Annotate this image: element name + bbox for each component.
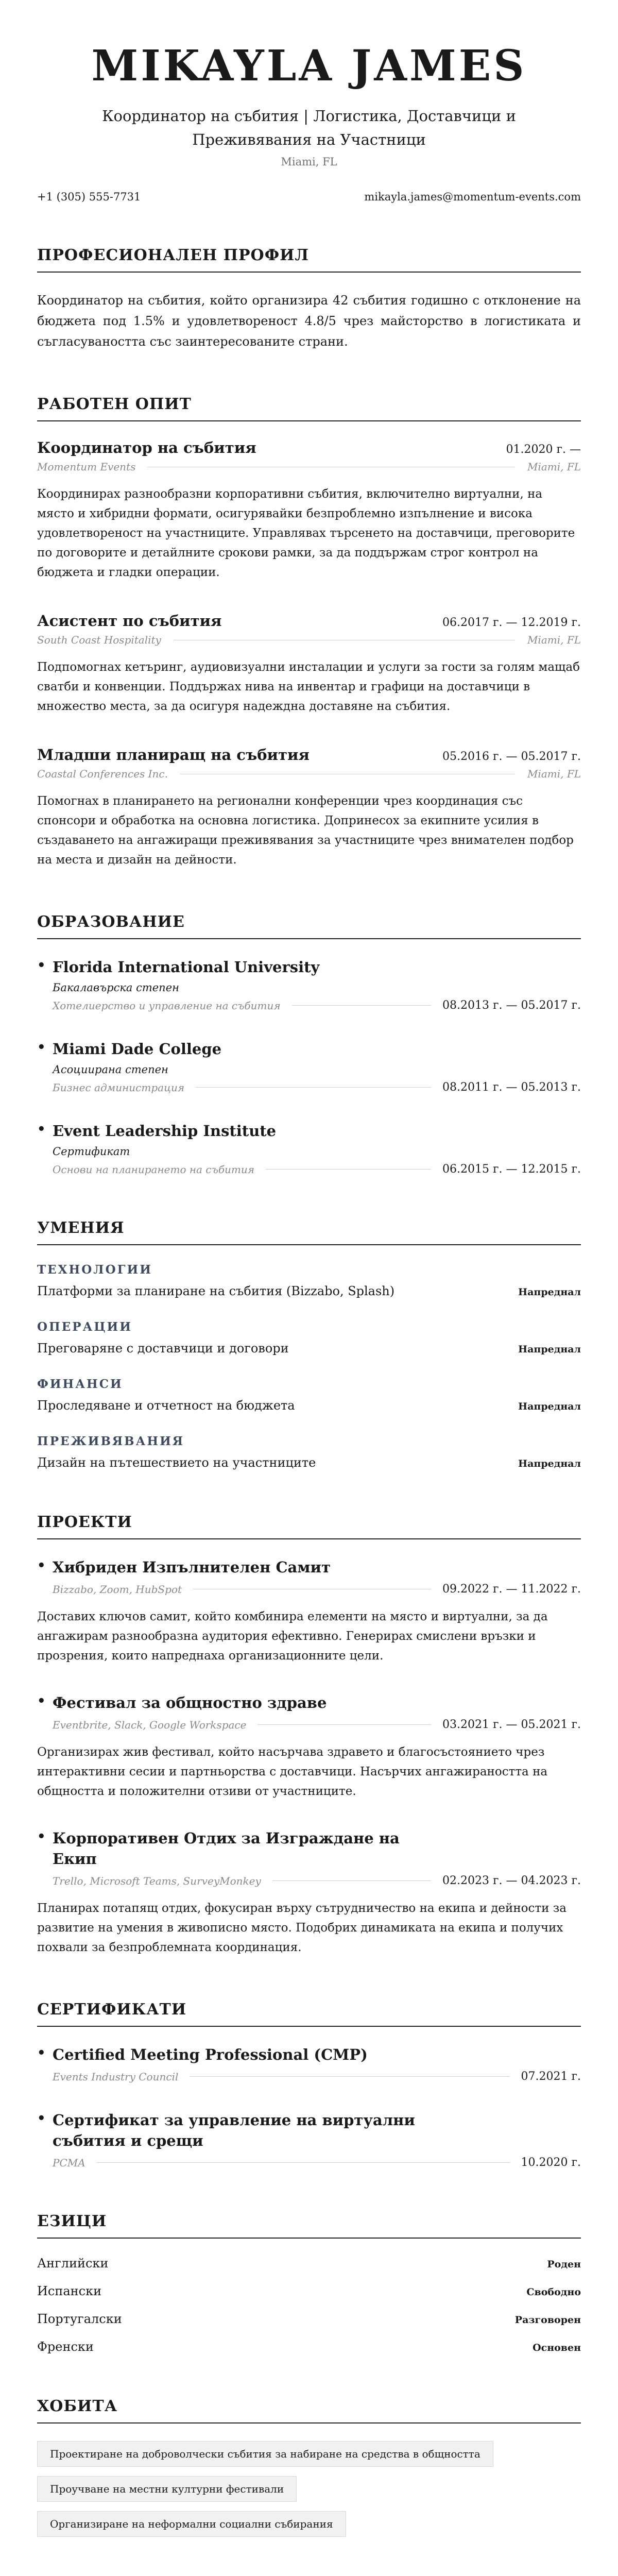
degree: Бакалавърска степен bbox=[53, 981, 179, 994]
certificate-entry bbox=[37, 2110, 581, 2169]
education-entry bbox=[37, 957, 581, 1012]
certificate-entry bbox=[37, 2044, 581, 2083]
job-location: Miami, FL bbox=[527, 634, 581, 646]
language-level: Основен bbox=[533, 2342, 581, 2353]
project-description: Доставих ключов самит, който комбинира елементи на място и виртуални, за да ангажирам разнообразна аудитория ефективно. Генерирах смислени връзки и прозрения, които напреднаха организационните цели. bbox=[37, 1610, 548, 1663]
job-company: Coastal Conferences Inc. bbox=[37, 768, 168, 780]
job-date: 01.2020 г. — bbox=[506, 443, 581, 456]
skills-section bbox=[37, 1219, 581, 1470]
certificate-title: • Сертификат за управление на виртуални събития и срещи bbox=[53, 2111, 415, 2149]
education-entry bbox=[37, 1121, 581, 1176]
phone-number: +1 (305) 555-7731 bbox=[37, 191, 141, 203]
job-entry bbox=[37, 439, 581, 582]
skill-level: Напреднал bbox=[518, 1458, 581, 1469]
project-title: • Фестивал за общностно здраве bbox=[53, 1694, 327, 1711]
education-date: 06.2015 г. — 12.2015 г. bbox=[442, 1163, 581, 1176]
dotted-divider bbox=[258, 1724, 431, 1725]
project-date: 09.2022 г. — 11.2022 г. bbox=[442, 1583, 581, 1596]
education-section bbox=[37, 913, 581, 1176]
section-title-experience: РАБОТЕН ОПИТ bbox=[37, 395, 581, 421]
school-name: • Event Leadership Institute bbox=[53, 1122, 277, 1140]
email-address: mikayla.james@momentum-events.com bbox=[364, 191, 581, 203]
section-title-education: ОБРАЗОВАНИЕ bbox=[37, 913, 581, 939]
education-date: 08.2013 г. — 05.2017 г. bbox=[442, 999, 581, 1012]
job-entry bbox=[37, 746, 581, 870]
job-title: Асистент по събития bbox=[37, 612, 222, 630]
certificates-section bbox=[37, 2001, 581, 2169]
job-company: South Coast Hospitality bbox=[37, 634, 161, 646]
language-name: Испански bbox=[37, 2284, 102, 2298]
certificate-issuer: Events Industry Council bbox=[53, 2070, 179, 2083]
job-description: Помогнах в планирането на регионални конференции чрез координация със спонсори и обработка на основна логистика. Допринесох за екипните усилия в създаването на ангажиращи преживявания за участниците чрез внимателен подбор на места и дизайн на дейности. bbox=[37, 794, 574, 867]
project-tools: Eventbrite, Slack, Google Workspace bbox=[53, 1718, 247, 1731]
experience-section bbox=[37, 395, 581, 870]
language-row bbox=[37, 2312, 581, 2326]
job-entry bbox=[37, 612, 581, 716]
education-entry bbox=[37, 1039, 581, 1094]
skill-level: Напреднал bbox=[518, 1401, 581, 1412]
skill-name: Преговаряне с доставчици и договори bbox=[37, 1341, 289, 1355]
job-location: Miami, FL bbox=[527, 768, 581, 780]
dotted-divider bbox=[266, 1169, 431, 1170]
project-title: • Хибриден Изпълнителен Самит bbox=[53, 1558, 331, 1576]
certificate-date: 07.2021 г. bbox=[521, 2070, 581, 2083]
skill-category: ОПЕРАЦИИ bbox=[37, 1320, 132, 1334]
project-description: Организирах жив фестивал, който насърчава здравето и благосъстоянието чрез интерактивни сесии и партньорства с доставчици. Насърчих ангажираността на общността и положителни отзиви от участниците. bbox=[37, 1745, 548, 1798]
skill-category: ТЕХНОЛОГИИ bbox=[37, 1263, 152, 1277]
certificate-title: • Certified Meeting Professional (CMP) bbox=[53, 2046, 368, 2063]
section-title-certificates: СЕРТИФИКАТИ bbox=[37, 2001, 581, 2027]
language-name: Английски bbox=[37, 2256, 109, 2270]
dotted-divider bbox=[272, 1880, 431, 1881]
language-level: Разговорен bbox=[514, 2314, 581, 2326]
project-tools: Bizzabo, Zoom, HubSpot bbox=[53, 1583, 182, 1596]
section-title-languages: ЕЗИЦИ bbox=[37, 2212, 581, 2239]
section-title-projects: ПРОЕКТИ bbox=[37, 1513, 581, 1539]
certificate-issuer: PCMA bbox=[53, 2156, 85, 2169]
project-date: 02.2023 г. — 04.2023 г. bbox=[442, 1874, 581, 1887]
degree: Сертификат bbox=[53, 1145, 130, 1158]
job-date: 06.2017 г. — 12.2019 г. bbox=[442, 616, 581, 629]
dotted-divider bbox=[292, 1005, 431, 1006]
dotted-divider bbox=[97, 2162, 510, 2163]
school-name: • Florida International University bbox=[53, 958, 320, 976]
profile-summary: Координатор на събития, който организира 42 събития годишно с отклонение на бюджета под 1.5% и удовлетвореност 4.8/5 чрез майсторство в логистиката и съгласуваността със заинтересованите страни. bbox=[37, 293, 581, 349]
project-entry bbox=[37, 1692, 581, 1801]
skill-category: ФИНАНСИ bbox=[37, 1377, 123, 1391]
hobby-tag: Проектиране на доброволчески събития за набиране на средства в общността bbox=[37, 2441, 493, 2467]
job-description: Координирах разнообразни корпоративни събития, включително виртуални, на място и хибридни формати, осигурявайки безпроблемно изпълнение и висока удовлетвореност на участниците. Управлявах търсенето на доставчици, преговорите по договорите и детайлните срокови рамки, за да поддържам строг контрол на бюджета и гладки операции. bbox=[37, 487, 575, 579]
section-title-profile: ПРОФЕСИОНАЛЕН ПРОФИЛ bbox=[37, 246, 581, 273]
job-location: Miami, FL bbox=[527, 461, 581, 473]
language-level: Свободно bbox=[526, 2286, 581, 2298]
language-row bbox=[37, 2256, 581, 2270]
languages-section bbox=[37, 2212, 581, 2354]
project-date: 03.2021 г. — 05.2021 г. bbox=[442, 1718, 581, 1731]
section-title-skills: УМЕНИЯ bbox=[37, 1219, 581, 1245]
skill-name: Дизайн на пътешествието на участниците bbox=[37, 1455, 316, 1470]
language-name: Френски bbox=[37, 2340, 94, 2354]
skill-category: ПРЕЖИВЯВАНИЯ bbox=[37, 1434, 185, 1448]
job-company: Momentum Events bbox=[37, 461, 136, 473]
hobbies-section bbox=[37, 2397, 581, 2546]
job-date: 05.2016 г. — 05.2017 г. bbox=[442, 750, 581, 763]
skill-row bbox=[37, 1455, 581, 1470]
language-row bbox=[37, 2340, 581, 2354]
job-title: Координатор на събития bbox=[37, 439, 256, 456]
language-level: Роден bbox=[547, 2259, 581, 2270]
skill-level: Напреднал bbox=[518, 1286, 581, 1298]
field-of-study: Бизнес администрация bbox=[53, 1081, 185, 1094]
project-description: Планирах потапящ отдих, фокусиран върху сътрудничество на екипа и дейности за развитие на умения в живописно място. Подобрих динамиката на екипа и получих похвали за безпроблемната координация. bbox=[37, 1902, 567, 1954]
contact-row bbox=[37, 191, 581, 203]
job-title: Младши планиращ на събития bbox=[37, 746, 310, 764]
project-title: • Корпоративен Отдих за Изграждане на Екип bbox=[53, 1829, 400, 1868]
language-name: Португалски bbox=[37, 2312, 122, 2326]
skill-row bbox=[37, 1398, 581, 1413]
language-row bbox=[37, 2284, 581, 2298]
project-tools: Trello, Microsoft Teams, SurveyMonkey bbox=[53, 1874, 261, 1887]
person-name: MIKAYLA JAMES bbox=[91, 41, 527, 91]
profile-section bbox=[37, 246, 581, 352]
hobby-tag: Проучване на местни културни фестивали bbox=[37, 2476, 297, 2502]
dotted-divider bbox=[190, 2076, 509, 2077]
skill-name: Проследяване и отчетност на бюджета bbox=[37, 1398, 295, 1413]
dotted-divider bbox=[196, 1087, 431, 1088]
skill-row bbox=[37, 1341, 581, 1355]
field-of-study: Основи на планирането на събития bbox=[53, 1163, 255, 1176]
resume-header bbox=[37, 41, 581, 203]
project-entry bbox=[37, 1557, 581, 1666]
degree: Асоциирана степен bbox=[53, 1063, 168, 1076]
job-description: Подпомогнах кетъринг, аудиовизуални инсталации и услуги за гости за голям мащаб сватби и конвенции. Поддържах нива на инвентар и графици на доставчици в множество места, за да осигуря надеждна доставяне на събития. bbox=[37, 660, 580, 713]
education-date: 08.2011 г. — 05.2013 г. bbox=[442, 1081, 581, 1094]
skill-row bbox=[37, 1284, 581, 1298]
school-name: • Miami Dade College bbox=[53, 1040, 222, 1058]
section-title-hobbies: ХОБИТА bbox=[37, 2397, 581, 2424]
field-of-study: Хотелиерство и управление на събития bbox=[53, 999, 281, 1012]
skill-level: Напреднал bbox=[518, 1344, 581, 1355]
projects-section bbox=[37, 1513, 581, 1957]
project-entry bbox=[37, 1828, 581, 1957]
skill-name: Платформи за планиране на събития (Bizzabo, Splash) bbox=[37, 1284, 395, 1298]
header-location: Miami, FL bbox=[281, 156, 337, 168]
hobby-tag: Организиране на неформални социални събирания bbox=[37, 2511, 346, 2537]
headline: Координатор на събития | Логистика, Доставчици и Преживявания на Участници bbox=[102, 107, 516, 148]
certificate-date: 10.2020 г. bbox=[521, 2156, 581, 2169]
